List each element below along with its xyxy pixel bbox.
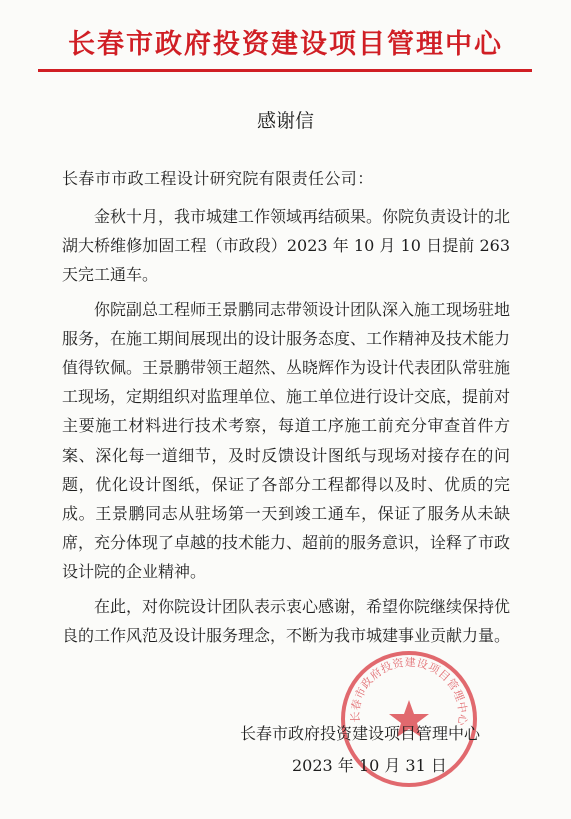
- signature-org: 长春市政府投资建设项目管理中心: [240, 724, 481, 743]
- signature-date: 2023 年 10 月 31 日: [292, 756, 447, 775]
- paragraph-3: 在此，对你院设计团队表示衷心感谢，希望你院继续保持优良的工作风范及设计服务理念，不断为我市城建事业贡献力量。: [62, 596, 511, 645]
- seal-text: 长春市政府投资建设项目管理中心: [348, 655, 470, 727]
- paragraph-1: 金秋十月，我市城建工作领域再结硕果。你院负责设计的北湖大桥维修加固工程（市政段）2023 年 10 月 10 日提前 263 天完工通车。: [62, 207, 511, 285]
- salutation: 长春市市政工程设计研究院有限责任公司：: [62, 169, 374, 188]
- signature-block: [240, 721, 480, 776]
- letterhead-divider: [38, 69, 532, 72]
- letter-title: 感谢信: [256, 110, 314, 132]
- letter-body: [62, 202, 510, 655]
- letterhead-title: 长春市政府投资建设项目管理中心: [68, 29, 503, 60]
- paragraph-2: 你院副总工程师王景鹏同志带领设计团队深入施工现场驻地服务，在施工期间展现出的设计服务态度、工作精神及技术能力值得钦佩。王景鹏带领王超然、丛晓辉作为设计代表团队常驻施工现场，定期组织对监理单位、施工单位进行设计交底，提前对主要施工材料进行技术考察，每道工序施工前充分审查首件方案、深化每一道细节，及时反馈设计图纸与现场对接存在的问题，优化设计图纸，保证了各部分工程都得以及时、优质的完成。王景鹏同志从驻场第一天到竣工通车，保证了服务从未缺席，充分体现了卓越的技术能力、超前的服务意识，诠释了市政设计院的企业精神。: [62, 299, 511, 582]
